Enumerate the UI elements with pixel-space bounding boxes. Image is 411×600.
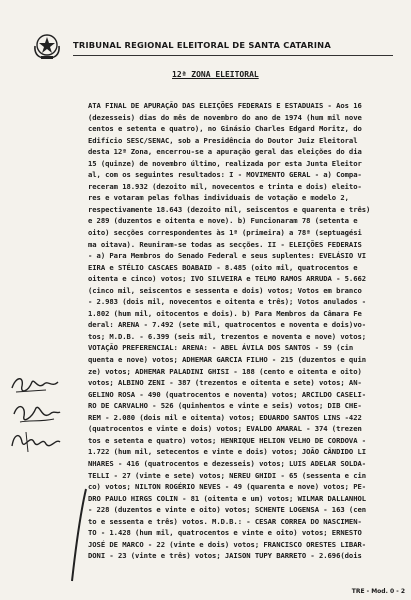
text-line: 15 (quinze) de novembro último, realizada por esta Junta Eleitor [88, 158, 362, 168]
handwritten-signature [6, 400, 66, 426]
text-line: ATA FINAL DE APURAÇÃO DAS ELEIÇÕES FEDERAIS E ESTADUAIS - Aos 16 [88, 101, 362, 110]
text-line: 1.802 (hum mil, oitocentos e dois). b) Para Membros da Câmara Fe [88, 308, 362, 318]
text-line: oitenta e cinco) votos; IVO SILVEIRA e TELMO RAMOS ARRUDA - 5.662 [88, 274, 367, 284]
text-line: tos e setenta e quatro) votos; HENRIQUE HELION VELHO DE CORDOVA - [88, 435, 367, 445]
text-line: votos; ALBINO ZENI - 387 (trezentos e oitenta e sete) votos; AN- [88, 378, 362, 388]
text-line: e 289 (duzentos e oitenta e nove). b) Funcionaram 78 (setenta e [88, 216, 358, 226]
text-line: al, com os seguintes resultados: I - MOVIMENTO GERAL - a) Compa- [88, 170, 362, 180]
text-line: centos e setenta e quatro), no Ginásio Charles Edgard Moritz, do [88, 124, 362, 134]
text-line: desta 12ª Zona, encerrou-se a apuração geral das eleições do dia [88, 147, 362, 157]
text-line: - a) Para Membros do Senado Federal e seus suplentes: EVELÁSIO VI [88, 251, 367, 261]
text-line: oito) secções correspondentes às 1ª (primeira) a 78ª (septuagési [88, 228, 362, 238]
text-line: co) votos; NILTON ROGÉRIO NEVES - 49 (quarenta e nove) votos; PE- [88, 482, 367, 492]
coat-of-arms-icon [32, 32, 62, 60]
text-line: REM - 2.080 (dois mil e oitenta) votos; EDUARDO SANTOS LINS -422 [88, 412, 362, 422]
text-line: to e sessenta e três) votos. M.D.B.: - CESAR CORREA DO NASCIMEN- [88, 516, 362, 526]
text-line: (quatrocentos e vinte e dois) votos; EVALDO AMARAL - 374 (trezen [88, 424, 362, 434]
text-line: (dezesseis) dias do mês de novembro do ano de 1974 (hum mil nove [88, 112, 362, 122]
text-line: TELLI - 27 (vinte e sete) votos; NEREU GHIDI - 65 (sessenta e cin [88, 470, 367, 480]
handwritten-mark [68, 485, 90, 585]
text-line: DRO PAULO HIRGS COLIN - 81 (oitenta e um) votos; WILMAR DALLANHOL [88, 493, 367, 503]
text-line: RO DE CARVALHO - 526 (quinhentos e vinte e seis) votos; DIB CHE- [88, 401, 362, 411]
text-line: Edifício SESC/SENAC, sob a Presidência do Doutor Juiz Eleitoral [88, 135, 358, 145]
text-line: ma oitava). Reuniram-se todas as secções. II - ELEIÇÕES FEDERAIS [88, 239, 362, 249]
text-line: quenta e nove) votos; ADHEMAR GARCIA FILHO - 215 (duzentos e quin [88, 355, 367, 365]
handwritten-signature [6, 428, 66, 454]
text-line: 1.722 (hum mil, setecentos e vinte e dois) votos; JOÃO CÂNDIDO LI [88, 447, 367, 457]
text-line: res e votaram pelas folhas individuais de votação e modelo 2, [88, 193, 349, 203]
text-line: JOSÉ DE MARCO - 22 (vinte e dois) votos; FRANCISCO ORESTES LIBAR- [88, 539, 367, 549]
text-line: respectivamente 18.643 (dezoito mil, seiscentos e quarenta e três) [88, 204, 371, 214]
text-line: receram 18.932 (dezoito mil, novecentos e trinta e dois) eleito- [88, 181, 362, 191]
text-line: - 228 (duzentos e vinte e oito) votos; SCHENTE LOGENSA - 163 (cen [88, 505, 367, 515]
text-line: EIRA e STÉLIO CASCAES BOABAID - 8.485 (oito mil, quatrocentos e [88, 262, 358, 272]
text-line: (cinco mil, seiscentos e sessenta e dois) votos; Votos em branco [88, 285, 362, 295]
text-line: TO - 1.428 (hum mil, quatrocentos e vinte e oito) votos; ERNESTO [88, 528, 362, 538]
text-line: NHARES - 416 (quatrocentos e dezesseis) votos; LUIS ADELAR SOLDA- [88, 458, 367, 468]
minutes-text [88, 100, 406, 562]
header-divider [73, 55, 393, 56]
text-line: DONI - 23 (vinte e três) votos; JAISON TUPY BARRETO - 2.696(dois [88, 551, 362, 561]
text-line: ze) votos; ADHEMAR PALADINI GHISI - 188 (cento e oitenta e oito) [88, 366, 362, 376]
handwritten-signature [6, 372, 66, 398]
zone-title: 12ª ZONA ELEITORAL [172, 70, 259, 79]
text-line: deral: ARENA - 7.492 (sete mil, quatrocentos e noventa e dois)vo- [88, 320, 367, 330]
text-line: GELINO ROSA - 490 (quatrocentos e noventa) votos; ARCILDO CASELI- [88, 389, 367, 399]
text-line: - 2.983 (dois mil, novecentos e oitenta e três); Votos anulados - [88, 297, 367, 307]
text-line: tos; M.D.B. - 6.399 (seis mil, trezentos e noventa e nove) votos; [88, 331, 367, 341]
organization-name: TRIBUNAL REGIONAL ELEITORAL DE SANTA CATARINA [73, 40, 331, 50]
text-line: VOTAÇÃO PREFERENCIAL: ARENA: - ABEL ÁVILA DOS SANTOS - 59 (cin [88, 343, 354, 353]
form-code: TRE - Mod. 0 - 2 [351, 588, 405, 595]
